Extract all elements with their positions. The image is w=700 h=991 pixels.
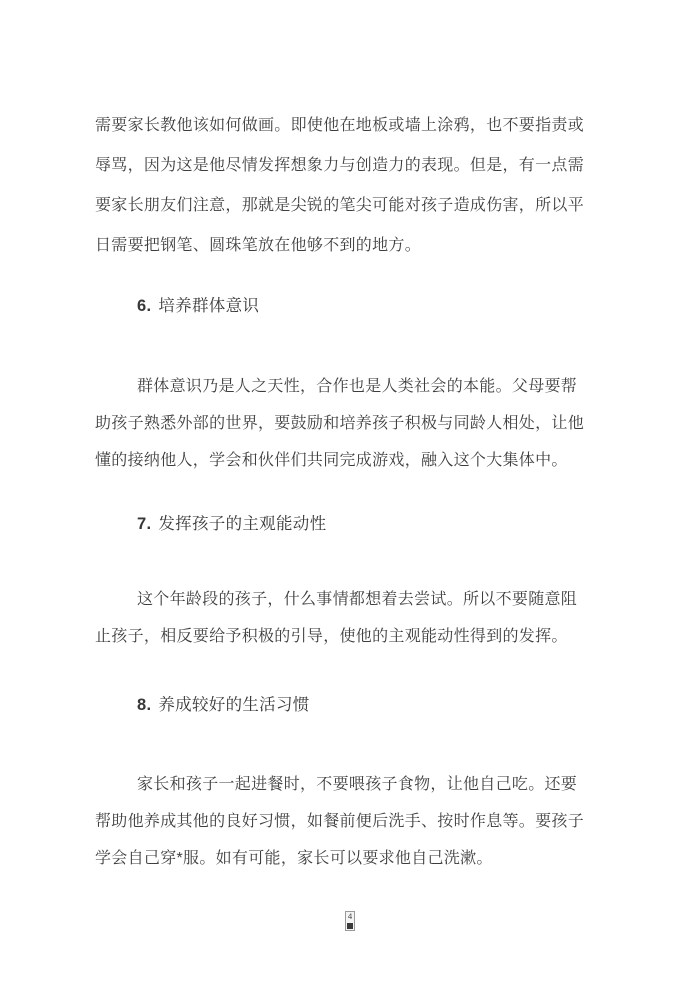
heading-title: 养成较好的生活习惯 <box>158 696 310 714</box>
paragraph-1 <box>95 106 587 266</box>
text-line: 懂的接纳他人，学会和伙伴们共同完成游戏，融入这个大集体中。 <box>95 452 568 469</box>
section-heading-8 <box>137 691 310 715</box>
text-line: 辱骂，因为这是他尽情发挥想象力与创造力的表现。但是，有一点需 <box>95 157 585 174</box>
text-line: 这个年龄段的孩子，什么事情都想着去尝试。所以不要随意阻 <box>137 591 578 608</box>
page-number-marker <box>345 911 355 931</box>
heading-number: 8. <box>137 696 152 714</box>
text-line: 止孩子，相反要给予积极的引导，使他的主观能动性得到的发挥。 <box>95 628 568 645</box>
section-heading-6 <box>137 292 259 316</box>
heading-number: 7. <box>137 515 152 533</box>
text-line: 帮助他养成其他的良好习惯，如餐前便后洗手、按时作息等。要孩子 <box>95 813 585 830</box>
page-number: 4 <box>347 913 353 922</box>
heading-title: 培养群体意识 <box>158 297 260 315</box>
section-heading-7 <box>137 510 326 534</box>
text-line: 家长和孩子一起进餐时，不要喂孩子食物，让他自己吃。还要 <box>137 776 578 793</box>
text-line: 学会自己穿*服。如有可能，家长可以要求他自己洗漱。 <box>95 850 493 867</box>
text-line: 需要家长教他该如何做画。即使他在地板或墙上涂鸦，也不要指责或 <box>95 117 585 134</box>
marker-block-icon <box>347 923 353 929</box>
heading-number: 6. <box>137 297 152 315</box>
heading-title: 发挥孩子的主观能动性 <box>158 515 327 533</box>
text-line: 日需要把钢笔、圆珠笔放在他够不到的地方。 <box>95 237 422 254</box>
text-line: 要家长朋友们注意，那就是尖锐的笔尖可能对孩子造成伤害，所以平 <box>95 197 585 214</box>
paragraph-4 <box>95 766 587 877</box>
paragraph-3 <box>95 581 587 655</box>
text-line: 群体意识乃是人之天性，合作也是人类社会的本能。父母要帮 <box>137 378 578 395</box>
paragraph-2 <box>95 368 587 479</box>
text-line: 助孩子熟悉外部的世界，要鼓励和培养孩子积极与同龄人相处，让他 <box>95 415 585 432</box>
